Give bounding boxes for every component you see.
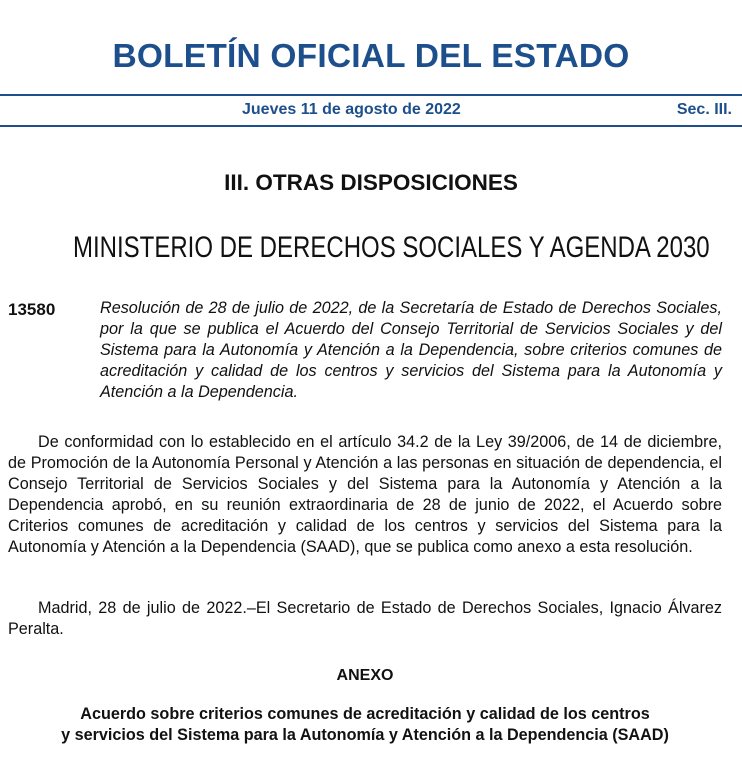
annex-title-line-2: y servicios del Sistema para la Autonomía y Atención a la Dependencia (SAAD) (61, 726, 669, 744)
masthead-title: BOLETÍN OFICIAL DEL ESTADO (112, 38, 630, 75)
section-marker: Sec. III. (676, 101, 732, 118)
annex-label: ANEXO (336, 667, 394, 684)
header-top-rule (0, 94, 742, 96)
body-paragraph-1: De conformidad con lo establecido en el artículo 34.2 de la Ley 39/2006, de 14 de diciembre, de Promoción de la Autonomía Personal y Atención a las personas en situación de dependencia, el Consejo Territorial de Servicios Sociales y del Sistema para la Autonomía y Atención a la Dependencia aprobó, en su reunión extraordinaria de 28 de junio de 2022, el Acuerdo sobre Criterios comunes de acreditación y calidad de los centros y servicios del Sistema para la Autonomía y Atención a la Dependencia (SAAD), que se publica como anexo a esta resolución. (8, 433, 722, 556)
section-title: III. OTRAS DISPOSICIONES (224, 170, 518, 195)
entry-summary: Resolución de 28 de julio de 2022, de la Secretaría de Estado de Derechos Sociales, por la que se publica el Acuerdo del Consejo Territorial de Servicios Sociales y del Sistema para la Autonomía y Atención a la Dependencia, sobre criterios comunes de acreditación y calidad de los centros y servicios del Sistema para la Autonomía y Atención a la Dependencia. (100, 299, 722, 401)
entry-number: 13580 (8, 300, 56, 319)
body-paragraph-signature: Madrid, 28 de julio de 2022.–El Secretario de Estado de Derechos Sociales, Ignacio Álvarez Peralta. (8, 599, 722, 638)
annex-title-line-1: Acuerdo sobre criterios comunes de acreditación y calidad de los centros (80, 705, 650, 723)
ministry-heading: MINISTERIO DE DERECHOS SOCIALES Y AGENDA 2030 (73, 231, 710, 264)
publication-date: Jueves 11 de agosto de 2022 (242, 101, 461, 118)
header-bottom-rule (0, 125, 742, 127)
dateline (0, 101, 742, 121)
annex-title (0, 704, 730, 746)
